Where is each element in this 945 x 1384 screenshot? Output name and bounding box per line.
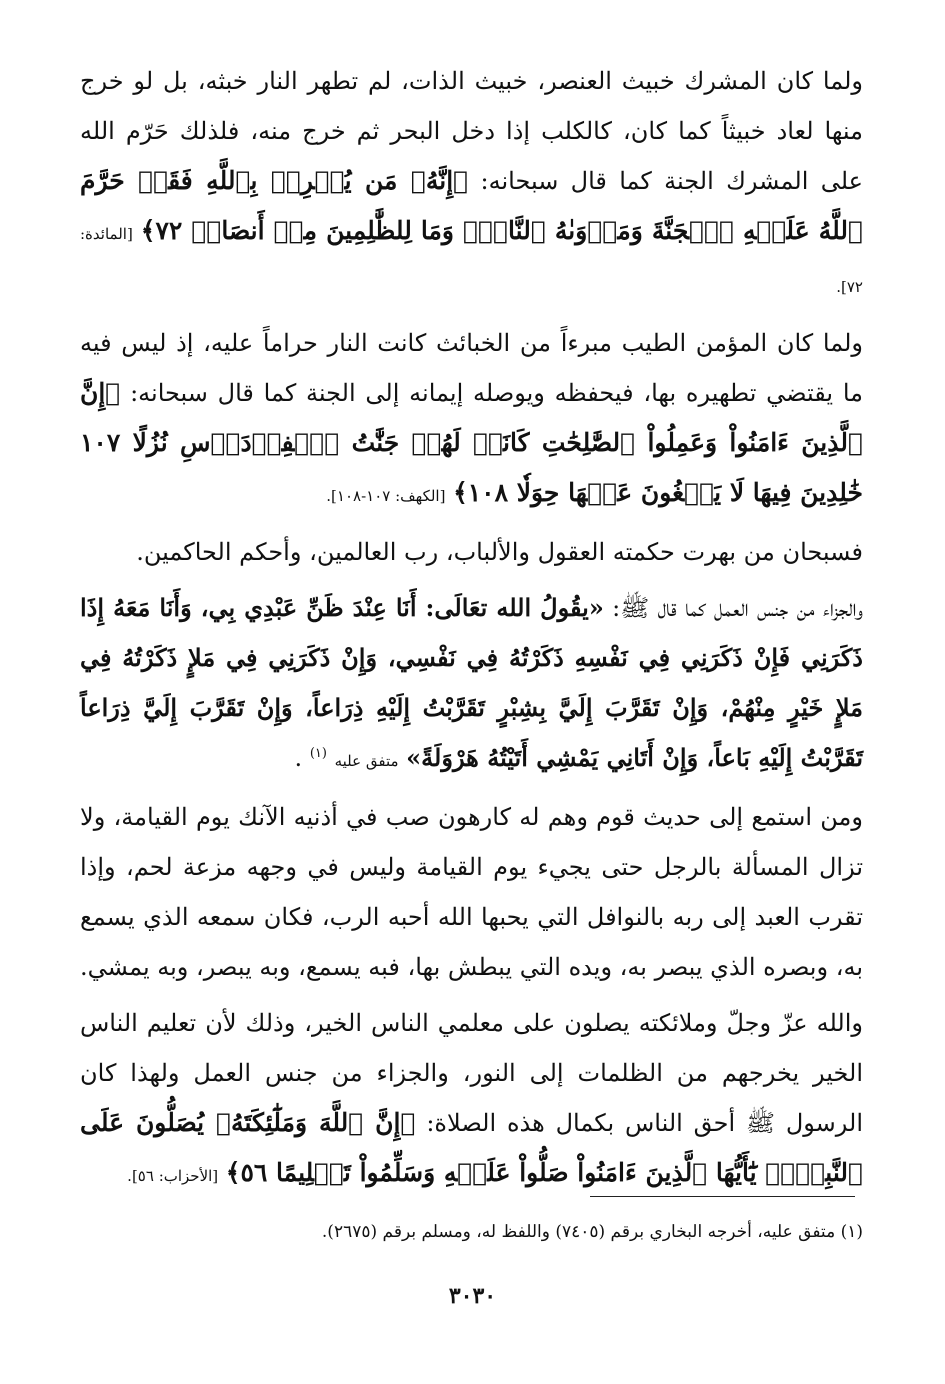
footnote: (١) متفق عليه، أخرجه البخاري برقم (٧٤٠٥) واللفظ له، ومسلم برقم (٢٦٧٥). (321, 1222, 863, 1242)
footnote-divider (590, 1196, 855, 1197)
paragraph-6 (80, 998, 863, 1201)
verse-citation: [الأحزاب: ٥٦]. (127, 1167, 219, 1185)
verse-citation: [المائدة: ٧٢]. (80, 225, 863, 296)
paragraph-5 (80, 792, 863, 992)
paragraph-text: والجزاء من جنس العمل كما قال ﷺ: (603, 594, 864, 622)
verse-citation: [الكهف: ١٠٧-١٠٨]. (326, 487, 446, 505)
paragraph-text: ومن استمع إلى حديث قوم وهم له كارهون صب في أذنيه الآنك يوم القيامة، ولا تزال المسألة بالرجل حتى يجيء يوم القيامة وليس في وجهه مزعة لحم، وإذا تقرب العبد إلى ربه بالنوافل التي يحبها الله أحبه الرب، فكان سمعه الذي يسمع به، وبصره الذي يبصر به، ويده التي يبطش بها، فبه يسمع، وبه يبصر، وبه يمشي. (80, 803, 863, 981)
sentence-end: . (294, 744, 303, 772)
hadith-text: «يقُولُ الله تعَالَى: أَنَا عِنْدَ ظَنِّ عَبْدِي بِي، وَأَنَا مَعَهُ إِذَا ذَكَرَنِي فَإِنْ ذَكَرَنِي فِي نَفْسِهِ ذَكَرْتُهُ فِي نَفْسِي، وَإِنْ ذَكَرَنِي فِي مَلإٍ ذَكَرْتُهُ فِي مَلإٍ خَيْرٍ مِنْهُمْ، وَإِنْ تَقَرَّبَ إِلَيَّ بِشِبْرٍ تَقَرَّبْتُ إِلَيْهِ ذِرَاعاً، وَإِنْ تَقَرَّبَ إِلَيَّ ذِرَاعاً تَقَرَّبْتُ إِلَيْهِ بَاعاً، وَإِنْ أَتَانِي يَمْشِي أَتَيْتُهُ هَرْوَلَةً» (80, 593, 863, 772)
paragraph-4 (80, 583, 863, 786)
paragraph-text: ولما كان المؤمن الطيب مبرءاً من الخبائث كانت النار حراماً عليه، إذ ليس فيه ما يقتضي تطهيره بها، فيحفظه ويوصله إيمانه إلى الجنة كما قال سبحانه: (80, 329, 863, 407)
paragraph-text: فسبحان من بهرت حكمته العقول والألباب، رب العالمين، وأحكم الحاكمين. (136, 538, 863, 566)
paragraph-1 (80, 56, 863, 312)
paragraph-2 (80, 318, 863, 521)
hadith-grading: متفق عليه (334, 752, 399, 770)
quran-verse: ﴿إِنَّ ٱلَّذِينَ ءَامَنُواْ وَعَمِلُواْ ٱلصَّٰلِحَٰتِ كَانَتۡ لَهُمۡ جَنَّٰتُ ٱلۡفِرۡدَوۡسِ نُزُلًا ١٠٧ خَٰلِدِينَ فِيهَا لَا يَبۡغُونَ عَنۡهَا حِوَلٗا ١٠٨﴾ (80, 378, 863, 507)
footnote-reference: (١) (309, 746, 327, 761)
page-number: ٣٠٣٠ (448, 1283, 497, 1309)
quran-verse: ﴿إِنَّ ٱللَّهَ وَمَلَٰٓئِكَتَهُۥ يُصَلُّونَ عَلَى ٱلنَّبِيِّۚ يَٰٓأَيُّهَا ٱلَّذِينَ ءَامَنُواْ صَلُّواْ عَلَيۡهِ وَسَلِّمُواْ تَسۡلِيمًا ٥٦﴾ (80, 1108, 863, 1187)
paragraph-3 (80, 527, 863, 577)
paragraph-text: والله عزّ وجلّ وملائكته يصلون على معلمي الناس الخير، وذلك لأن تعليم الناس الخير يخرجهم من الظلمات إلى النور، والجزاء من جنس العمل ولهذا كان الرسول ﷺ أحق الناس بكمال هذه الصلاة: (80, 1009, 863, 1137)
main-text (80, 56, 863, 1201)
quran-verse: ﴿إِنَّهُۥ مَن يُشۡرِكۡ بِٱللَّهِ فَقَدۡ حَرَّمَ ٱللَّهُ عَلَيۡهِ ٱلۡجَنَّةَ وَمَأۡوَىٰهُ ٱلنَّارُۖ وَمَا لِلظَّٰلِمِينَ مِنۡ أَنصَارٖ ٧٢﴾ (80, 166, 863, 245)
paragraph-text: ولما كان المشرك خبيث العنصر، خبيث الذات، لم تطهر النار خبثه، بل لو خرج منها لعاد خبيثاً كما كان، كالكلب إذا دخل البحر ثم خرج منه، فلذلك حَرّم الله على المشرك الجنة كما قال سبحانه: (80, 67, 864, 195)
